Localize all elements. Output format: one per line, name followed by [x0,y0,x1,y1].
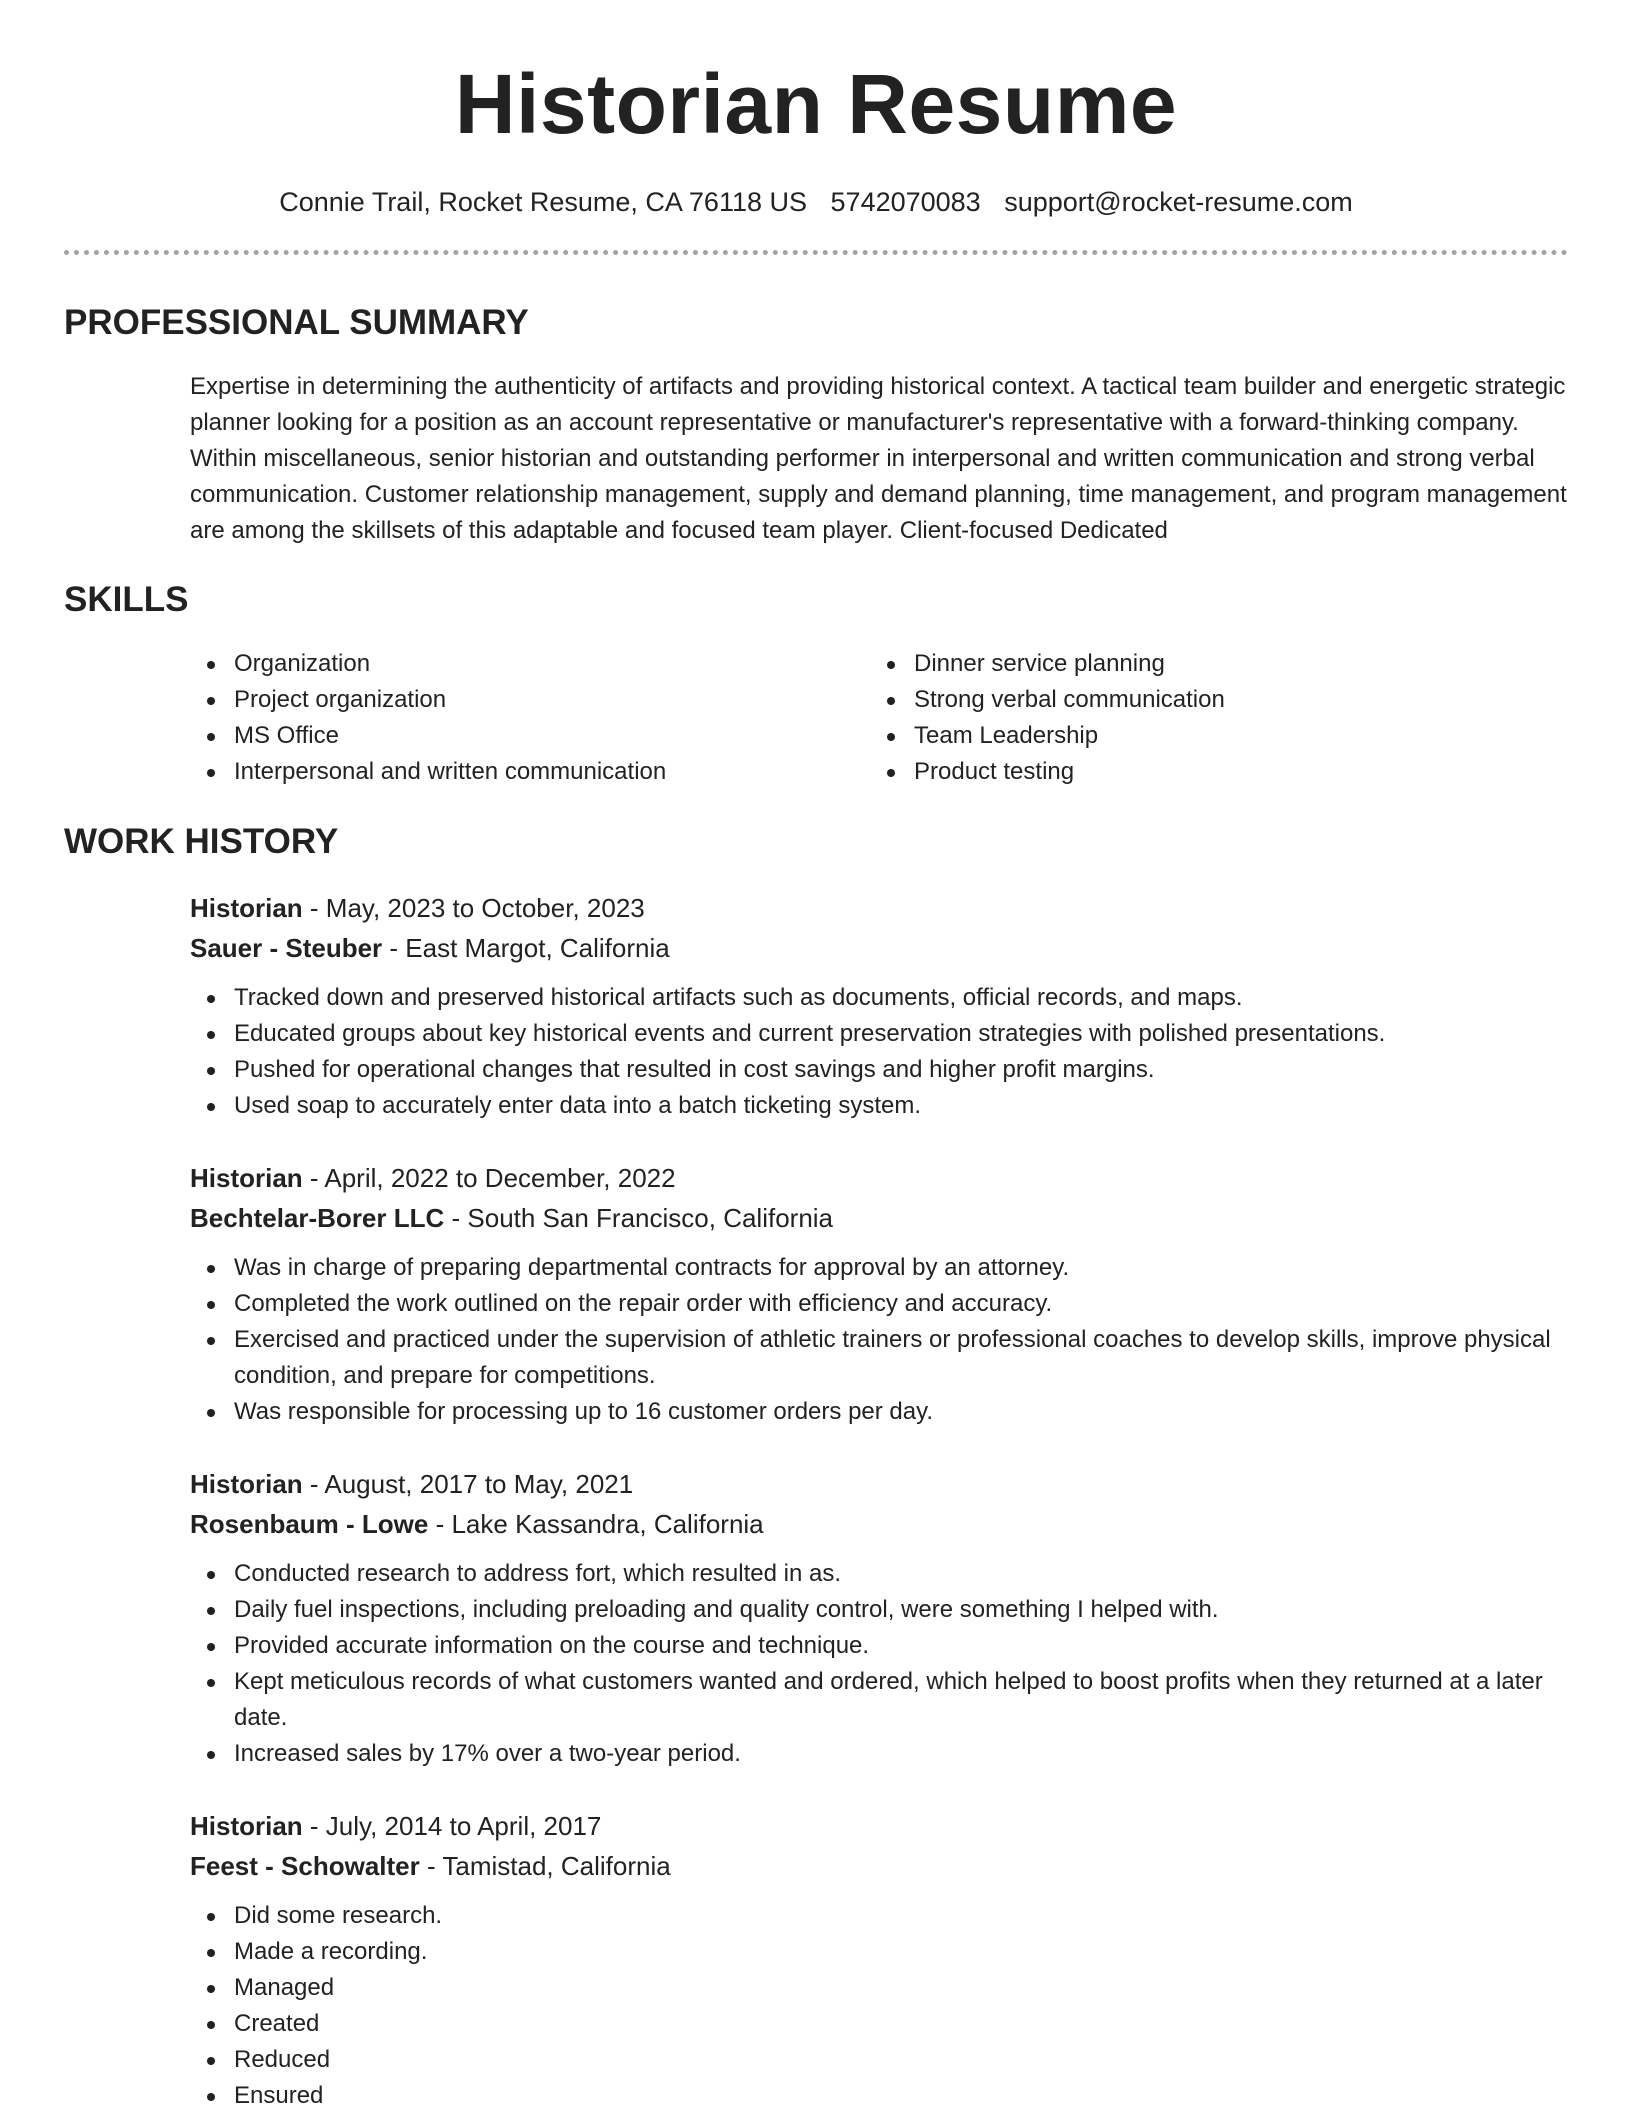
job-location: East Margot, California [405,933,670,963]
job-company: Rosenbaum - Lowe [190,1509,429,1539]
separator: - [302,1811,326,1841]
job-title: Historian [190,1163,303,1193]
job-entry [190,888,1568,1124]
job-company-line [190,928,1568,968]
job-title-line [190,1464,1568,1504]
job-bullet: Educated groups about key historical events and current preservation strategies with polished presentations. [190,1016,1568,1052]
separator: - [302,893,326,923]
contact-phone: 5742070083 [830,187,981,217]
job-bullets [190,1898,1568,2114]
job-company: Bechtelar-Borer LLC [190,1203,445,1233]
skills-heading: SKILLS [64,580,189,619]
job-bullet: Pushed for operational changes that resulted in cost savings and higher profit margins. [190,1052,1568,1088]
resume-title: Historian Resume [454,57,1178,151]
job-company-line [190,1504,1568,1544]
job-dates: July, 2014 to April, 2017 [325,1811,602,1841]
job-title: Historian [190,1811,303,1841]
job-entry [190,1158,1568,1430]
job-bullet: Was responsible for processing up to 16 customer orders per day. [190,1394,1568,1430]
job-dates: August, 2017 to May, 2021 [324,1469,634,1499]
job-location: Tamistad, California [442,1851,671,1881]
job-dates: April, 2022 to December, 2022 [324,1163,676,1193]
job-company-line [190,1846,1568,1886]
job-bullets [190,1250,1568,1430]
separator: - [428,1509,452,1539]
job-bullet: Daily fuel inspections, including preloading and quality control, were something I helped with. [190,1592,1568,1628]
header-divider [64,250,1568,255]
job-title-line [190,888,1568,928]
skills-list-right [870,646,1550,790]
skill-item: Project organization [190,682,870,718]
summary-text: Expertise in determining the authenticity of artifacts and providing historical context. A tactical team builder and energetic strategic planner looking for a position as an account representative or manufacturer's representative with a forward-thinking company. Within miscellaneous, senior historian and outstanding performer in interpersonal and written communication and strong verbal communication. Customer relationship management, supply and demand planning, time management, and program management are among the skillsets of this adaptable and focused team player. Client-focused Dedicated [190,373,1567,544]
contact-line [64,184,1568,220]
skills-column-left [190,646,870,790]
skills-grid [190,646,1568,790]
separator: - [419,1851,443,1881]
separator: - [382,933,406,963]
job-title: Historian [190,893,303,923]
job-bullet: Used soap to accurately enter data into a batch ticketing system. [190,1088,1568,1124]
job-bullet: Managed [190,1970,1568,2006]
job-location: South San Francisco, California [467,1203,834,1233]
job-bullet: Did some research. [190,1898,1568,1934]
job-bullet: Created [190,2006,1568,2042]
skill-item: MS Office [190,718,870,754]
job-title-line [190,1806,1568,1846]
skill-item: Product testing [870,754,1550,790]
separator: - [444,1203,468,1233]
job-bullets [190,980,1568,1124]
job-bullet: Made a recording. [190,1934,1568,1970]
job-bullet: Reduced [190,2042,1568,2078]
job-bullet: Provided accurate information on the course and technique. [190,1628,1568,1664]
job-entry [190,1464,1568,1772]
separator: - [302,1469,325,1499]
job-bullet: Was in charge of preparing departmental contracts for approval by an attorney. [190,1250,1568,1286]
job-company: Sauer - Steuber [190,933,383,963]
job-bullet: Tracked down and preserved historical artifacts such as documents, official records, and maps. [190,980,1568,1016]
job-title: Historian [190,1469,303,1499]
skill-item: Organization [190,646,870,682]
job-title-line [190,1158,1568,1198]
job-bullet: Increased sales by 17% over a two-year period. [190,1736,1568,1772]
skills-list-left [190,646,870,790]
skill-item: Team Leadership [870,718,1550,754]
contact-email: support@rocket-resume.com [1004,187,1353,217]
summary-section [190,369,1568,549]
skill-item: Strong verbal communication [870,682,1550,718]
skills-section [190,646,1568,790]
job-bullet: Kept meticulous records of what customers wanted and ordered, which helped to boost profits when they returned at a later date. [190,1664,1568,1736]
job-entry [190,1806,1568,2114]
summary-heading: PROFESSIONAL SUMMARY [64,303,529,342]
job-bullet: Exercised and practiced under the supervision of athletic trainers or professional coaches to develop skills, improve physical condition, and prepare for competitions. [190,1322,1568,1394]
skills-column-right [870,646,1550,790]
skill-item: Interpersonal and written communication [190,754,870,790]
skill-item: Dinner service planning [870,646,1550,682]
job-bullets [190,1556,1568,1772]
job-company: Feest - Schowalter [190,1851,420,1881]
job-company-line [190,1198,1568,1238]
job-location: Lake Kassandra, California [451,1509,764,1539]
job-dates: May, 2023 to October, 2023 [325,893,645,923]
separator: - [302,1163,325,1193]
job-bullet: Conducted research to address fort, which resulted in as. [190,1556,1568,1592]
work-history-heading: WORK HISTORY [64,822,339,861]
job-bullet: Completed the work outlined on the repair order with efficiency and accuracy. [190,1286,1568,1322]
work-history-section [190,888,1568,2114]
contact-address: Connie Trail, Rocket Resume, CA 76118 US [279,187,808,217]
job-bullet: Ensured [190,2078,1568,2114]
